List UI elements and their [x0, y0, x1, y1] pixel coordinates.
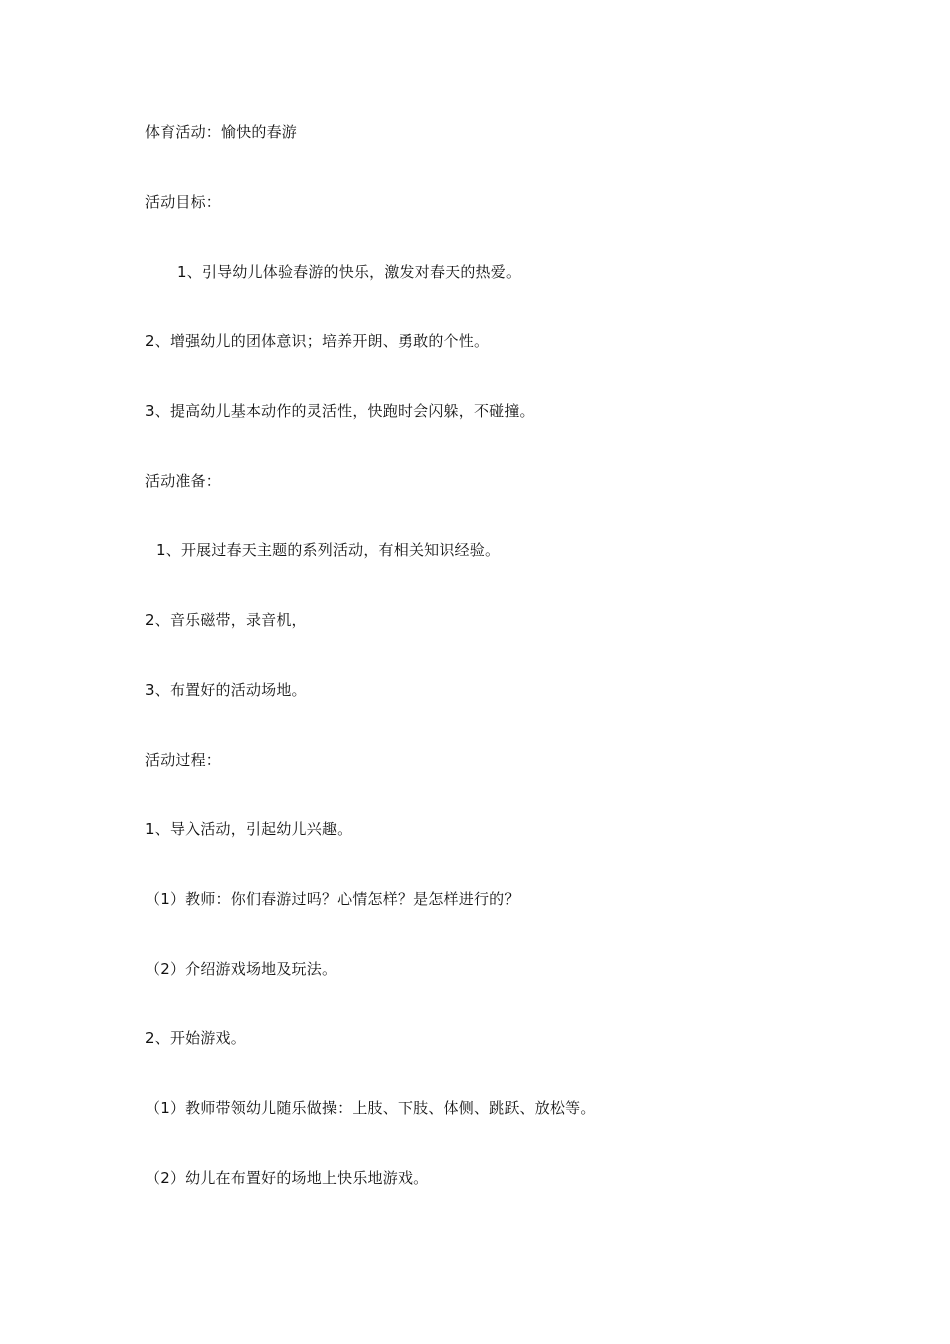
- process-heading: 活动过程：: [145, 751, 222, 769]
- process-subitem: （1）教师带领幼儿随乐做操：上肢、下肢、体侧、跳跃、放松等。: [145, 1099, 596, 1117]
- goal-item: 2、增强幼儿的团体意识；培养开朗、勇敢的个性。: [145, 332, 490, 350]
- process-subitem: （1）教师：你们春游过吗？心情怎样？是怎样进行的？: [145, 890, 520, 908]
- process-subitem: （2）介绍游戏场地及玩法。: [145, 960, 338, 978]
- process-subitem: （2）幼儿在布置好的场地上快乐地游戏。: [145, 1169, 429, 1187]
- preparation-heading: 活动准备：: [145, 472, 222, 490]
- preparation-item: 1、开展过春天主题的系列活动，有相关知识经验。: [156, 541, 501, 559]
- preparation-item: 2、音乐磁带，录音机，: [145, 611, 307, 629]
- goal-item: 1、引导幼儿体验春游的快乐，激发对春天的热爱。: [177, 263, 522, 281]
- process-step: 1、导入活动，引起幼儿兴趣。: [145, 820, 353, 838]
- document-title: 体育活动：愉快的春游: [145, 123, 298, 141]
- goal-item: 3、提高幼儿基本动作的灵活性，快跑时会闪躲，不碰撞。: [145, 402, 535, 420]
- preparation-item: 3、布置好的活动场地。: [145, 681, 307, 699]
- goals-heading: 活动目标：: [145, 193, 222, 211]
- process-step: 2、开始游戏。: [145, 1029, 246, 1047]
